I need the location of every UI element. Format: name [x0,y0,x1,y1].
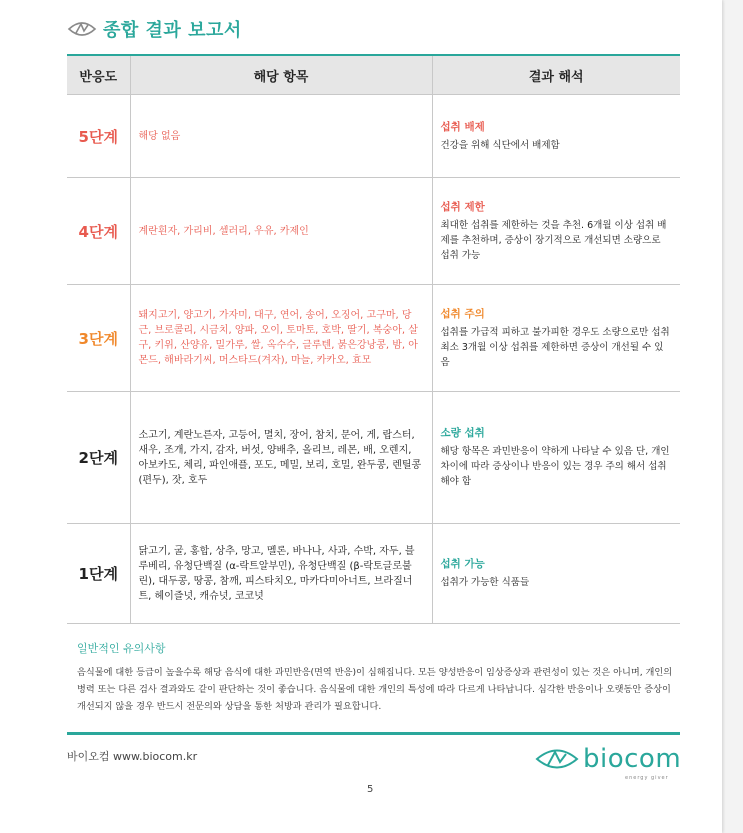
items-cell: 해당 없음 [130,95,432,178]
results-table [67,54,680,624]
result-description: 섭취가 가능한 식품들 [440,577,530,588]
column-header-level: 반응도 [67,55,130,95]
brand-tagline: energy giver [625,775,669,781]
page-title: 종합 결과 보고서 [103,20,242,41]
result-cell [432,392,680,524]
table-row [67,524,680,624]
column-header-items: 해당 항목 [130,55,432,95]
level-cell: 1단계 [67,524,130,624]
page-number: 5 [367,784,374,795]
level-cell: 2단계 [67,392,130,524]
items-cell: 돼지고기, 양고기, 가자미, 대구, 연어, 송어, 오징어, 고구마, 당근, 브로콜리, 시금치, 양파, 오이, 토마토, 호박, 딸기, 복숭아, 살구, 키위, 산양유, 밀가루, 쌀, 옥수수, 글루텐, 붉은강낭콩, 밤, 아몬드, 해바라기씨, 머스타드(겨자), 마늘, 카카오, 효모 [130,285,432,392]
column-header-result: 결과 해석 [432,55,680,95]
biocom-logo-icon [535,746,579,772]
result-cell [432,95,680,178]
result-cell [432,524,680,624]
table-header-row [67,55,680,95]
result-description: 해당 항목은 과민반응이 약하게 나타날 수 있음 단, 개인 차이에 따라 증상이나 반응이 있는 경우 주의 해서 섭취해야 함 [440,446,670,487]
biocom-eye-icon [67,20,97,38]
table-row [67,95,680,178]
table-row [67,178,680,285]
result-description: 최대한 섭취를 제한하는 것을 추천. 6개월 이상 섭취 배제를 추천하며, 증상이 장기적으로 개선되면 소량으로 섭취 가능 [440,219,667,261]
result-title: 섭취 제한 [440,200,485,213]
level-cell: 3단계 [67,285,130,392]
result-description: 건강을 위해 식단에서 배제함 [440,139,560,151]
result-title: 섭취 주의 [440,307,485,320]
items-cell: 소고기, 계란노른자, 고등어, 멸치, 장어, 참치, 문어, 게, 랍스터, 새우, 조개, 가지, 감자, 버섯, 양배추, 올리브, 레몬, 배, 오렌지, 아보카도, 체리, 파인애플, 포도, 메밀, 보리, 호밀, 완두콩, 렌틸콩(편두), 잣, 호두 [130,392,432,524]
footer-company: 바이오컴 www.biocom.kr [67,750,198,763]
result-cell [432,178,680,285]
table-row [67,285,680,392]
brand-logo [535,744,682,781]
items-cell: 닭고기, 굴, 홍합, 상추, 망고, 멜론, 바나나, 사과, 수박, 자두, 블루베리, 유청단백질 (α-락트알부민), 유청단백질 (β-락토글로불린), 대두콩, 땅콩, 참깨, 피스타치오, 마카다미아너트, 브라질너트, 헤이즐넛, 캐슈넛, 코코넛 [130,524,432,624]
result-description: 섭취를 가급적 피하고 불가피한 경우도 소량으로만 섭취 최소 3개월 이상 섭취를 제한하면 증상이 개선될 수 있음 [440,326,670,368]
report-header [67,14,242,44]
footer-divider [67,732,680,735]
level-cell: 4단계 [67,178,130,285]
result-title: 소량 섭취 [440,427,485,439]
result-cell [432,285,680,392]
result-title: 섭취 배제 [440,120,485,133]
level-cell: 5단계 [67,95,130,178]
items-cell: 계란흰자, 가리비, 셀러리, 우유, 카제인 [130,178,432,285]
general-notes [77,640,677,715]
table-row [67,392,680,524]
brand-wordmark: biocom [583,744,682,774]
result-title: 섭취 가능 [440,558,485,570]
notes-body: 음식물에 대한 등급이 높을수록 해당 음식에 대한 과민반응(면역 반응)이 심해집니다. 모든 양성반응이 임상증상과 관련성이 있는 것은 아니며, 개인의 병력 또는 다른 검사 결과와도 같이 판단하는 것이 좋습니다. 음식물에 대한 개인의 특성에 따라 다르게 나타납니다. 심각한 반응이나 오랫동안 증상이 개선되지 않을 경우 반드시 전문의와 상담을 통한 처방과 관리가 필요합니다. [77,667,673,712]
notes-title: 일반적인 유의사항 [77,642,166,655]
